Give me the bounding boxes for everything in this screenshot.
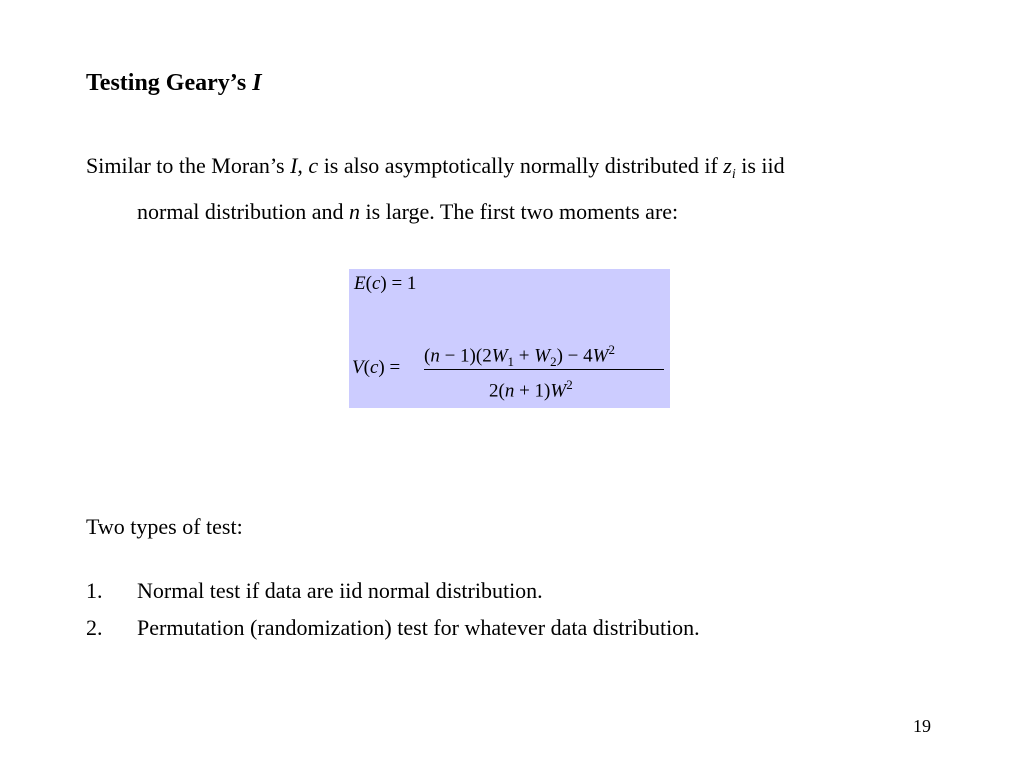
para-italic-n: n — [349, 199, 361, 225]
expectation-equation: E(c) = 1 — [354, 273, 417, 294]
variance-lhs: V(c) = — [352, 357, 401, 378]
variance-denominator: $2(n + 1)W^2$ — [489, 377, 573, 402]
para-text-4: is iid — [735, 153, 785, 178]
para-line2-b: is large. The first two moments are: — [360, 199, 679, 225]
para-line2-a: normal distribution and — [137, 199, 350, 225]
page-number: 19 — [913, 716, 931, 736]
list-number: 1. — [86, 578, 103, 603]
para-italic-c: c — [308, 153, 319, 178]
para-text-1: Similar to the Moran’s — [86, 153, 291, 178]
list-item — [86, 615, 700, 641]
title-text: Testing Geary’s — [86, 70, 253, 96]
list-text: Normal test if data are iid normal distribution. — [137, 578, 543, 603]
two-types-heading: Two types of test: — [86, 514, 243, 539]
title-italic: I — [252, 70, 262, 96]
fraction-bar — [424, 369, 664, 370]
para-italic-i: I — [290, 153, 298, 178]
equation-box — [349, 269, 670, 408]
list-text: Permutation (randomization) test for whatever data distribution. — [137, 615, 700, 640]
para-text-3: is also asymptotically normally distributed if — [318, 153, 724, 178]
para-italic-z: z — [723, 153, 732, 178]
slide-title — [86, 70, 262, 97]
intro-paragraph — [86, 147, 926, 230]
variance-numerator: $(n - 1)(2W_1 + W_2) - 4W^2$ — [424, 342, 615, 370]
para-line-2 — [86, 193, 926, 230]
list-number: 2. — [86, 615, 103, 640]
list-item — [86, 578, 543, 604]
para-text-2: , — [297, 153, 309, 178]
para-sub-i: i — [731, 167, 736, 183]
